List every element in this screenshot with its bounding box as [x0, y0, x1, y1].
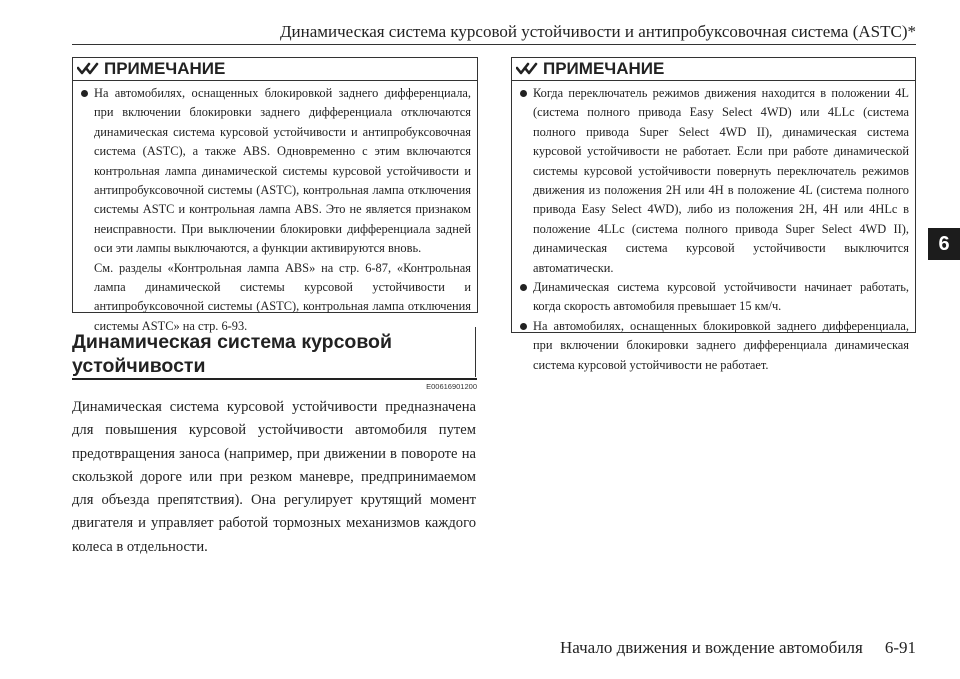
- bullet-dot-icon: [81, 90, 88, 97]
- note-bullet: [520, 278, 909, 317]
- section-heading-line1: Динамическая система курсовой: [72, 331, 392, 353]
- note-box-left: [72, 57, 478, 333]
- note-reference: См. разделы «Контрольная лампа ABS» на стр. 6-87, «Контрольная лампа динамической системы курсовой устойчивости и антипробуксовочной системы (ASTC), контрольная лампа отключения системы ASTC» на стр. 6-93.: [94, 260, 471, 333]
- chapter-tab: 6: [928, 228, 960, 260]
- page-header-title: Динамическая система курсовой устойчивости и антипробуксовочная система (ASTC)*: [279, 22, 916, 41]
- bullet-dot-icon: [520, 284, 527, 291]
- checkmark-note-icon: [516, 62, 538, 76]
- note-bullet-text: На автомобилях, оснащенных блокировкой заднего дифференциала, при включении блокировки заднего дифференциала динамическая система курсовой устойчивости не работает.: [533, 318, 909, 372]
- note-bullet-text: Динамическая система курсовой устойчивости начинает работать, когда скорость автомобиля превышает 15 км/ч.: [533, 280, 909, 314]
- section-code: E00616901200: [426, 382, 477, 391]
- note-bullet: [520, 317, 909, 375]
- note-box-right: [511, 57, 916, 372]
- checkmark-note-icon: [77, 62, 99, 76]
- section-heading-line2: устойчивости: [72, 355, 206, 377]
- note-bullet-text: На автомобилях, оснащенных блокировкой заднего дифференциала, при включении блокировки заднего дифференциала отключаются динамическая система курсовой устойчивости и антипробуксовочная система (ASTC), а также ABS. Одновременно с этим включаются контрольная лампа динамической системы курсовой устойчивости и антипробуксовочной системы (ASTC), контрольная лампа отключения системы ASTC и контрольная лампа ABS. Это не является признаком неисправности. При выключении блокировки дифференциала задней оси эти лампы выключаются, а функции активируются вновь.: [94, 86, 471, 256]
- header-divider: [72, 44, 916, 45]
- note-heading: ПРИМЕЧАНИЕ: [104, 59, 226, 78]
- bullet-dot-icon: [520, 323, 527, 330]
- section-heading: [72, 327, 476, 377]
- section-body: Динамическая система курсовой устойчивости предназначена для повышения курсовой устойчивости автомобиля путем предотвращения заноса (например, при движении в повороте на скользкой дороге или при резком маневре, предпринимаемом для объезда препятствия). Она регулирует крутящий момент двигателя и управляет работой тормозных механизмов каждого колеса в отдельности.: [72, 399, 476, 555]
- note-bullet-text: Когда переключатель режимов движения находится в положении 4L (система полного привода Easy Select 4WD) или 4LLc (система полного привода Super Select 4WD II), динамическая система курсовой устойчивости не работает. Если при работе динамической системы курсовой устойчивости повернуть переключатель режимов движения из положения 2H или 4H в положение 4L (система полного привода Easy Select 4WD), либо из положения 2H, 4H или 4HLc в положение 4LLc (система полного привода Super Select 4WD II), динамическая система курсовой устойчивости выключится автоматически.: [533, 86, 909, 275]
- section-divider: [72, 378, 477, 380]
- note-heading: ПРИМЕЧАНИЕ: [543, 59, 665, 78]
- note-bullet: [520, 84, 909, 278]
- note-header: [512, 58, 915, 81]
- note-header: [73, 58, 477, 81]
- page-footer: [560, 638, 916, 658]
- note-bullet: [81, 84, 471, 259]
- bullet-dot-icon: [520, 90, 527, 97]
- page-number: 6-91: [884, 638, 916, 657]
- footer-section-name: Начало движения и вождение автомобиля: [559, 638, 863, 657]
